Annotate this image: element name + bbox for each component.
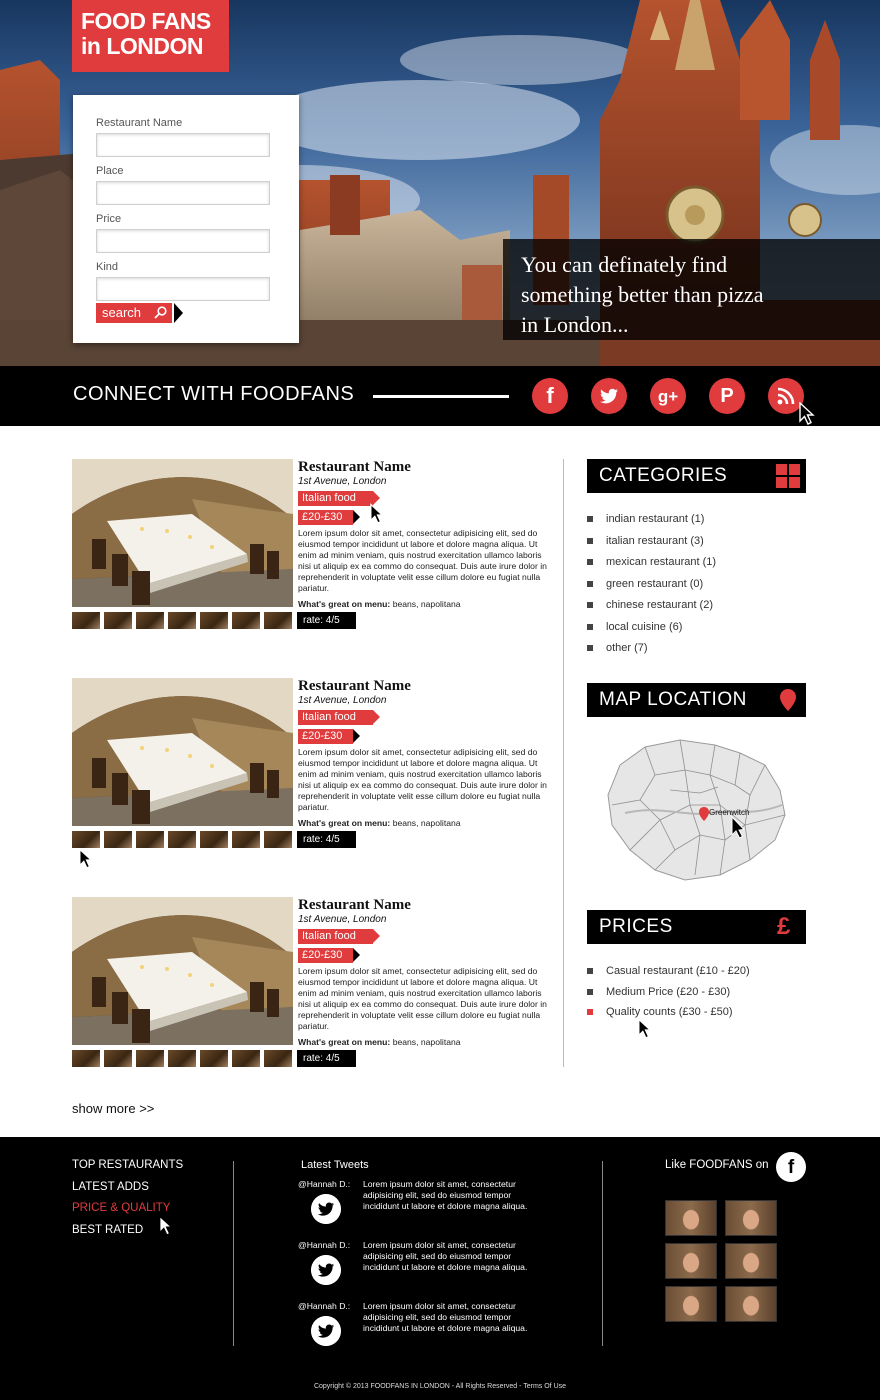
menu-highlights-value: beans, napolitana <box>392 1037 461 1047</box>
tweet-handle[interactable]: @Hannah D.: <box>298 1301 351 1311</box>
restaurant-listing <box>72 897 552 1077</box>
rating-badge: rate: 4/5 <box>297 831 356 848</box>
tweet-handle[interactable]: @Hannah D.: <box>298 1240 351 1250</box>
search-form <box>73 95 299 343</box>
tweet-text: Lorem ipsum dolor sit amet, consectetur adipisicing elit, sed do eiusmod tempor incididunt ut labore et dolore magna aliqua. <box>363 1240 528 1272</box>
hero-quote-line1: You can definately find <box>521 252 728 277</box>
category-item[interactable] <box>587 513 716 535</box>
restaurant-photo[interactable] <box>72 678 293 826</box>
mouse-cursor-icon <box>79 848 93 872</box>
gallery-thumbnail[interactable] <box>200 831 228 848</box>
price-tag-label: £20-£30 <box>302 949 343 961</box>
logo-line2: in LONDON <box>81 33 203 59</box>
hero-quote-line3: in London... <box>521 312 629 337</box>
category-label: mexican restaurant (1) <box>606 556 717 568</box>
map-pin-icon <box>780 689 796 711</box>
show-more-link[interactable]: show more >> <box>72 1101 155 1116</box>
twitter-icon[interactable] <box>591 378 627 414</box>
gallery-thumbnail[interactable] <box>168 1050 196 1067</box>
kind-input[interactable] <box>96 277 270 301</box>
map-pin-label: Greenwitch <box>709 808 750 817</box>
menu-highlights-label: What's great on menu: <box>298 1037 391 1047</box>
category-item[interactable] <box>587 578 716 600</box>
rating-badge: rate: 4/5 <box>297 612 356 629</box>
place-input[interactable] <box>96 181 270 205</box>
category-label: other (7) <box>606 642 648 654</box>
tag-arrow-icon <box>373 929 380 943</box>
map-header <box>587 683 806 717</box>
hero-banner <box>0 0 880 366</box>
price-range-item[interactable] <box>587 965 750 986</box>
london-map[interactable] <box>600 735 790 885</box>
gallery-thumbnail[interactable] <box>136 831 164 848</box>
footer <box>0 1137 880 1400</box>
search-arrow-icon <box>174 303 183 323</box>
restaurant-name-label: Restaurant Name <box>96 117 183 129</box>
connect-divider <box>373 395 509 398</box>
gallery-thumbnail[interactable] <box>72 612 100 629</box>
hero-quote <box>503 239 880 340</box>
logo-line1: FOOD FANS <box>81 8 211 34</box>
pinterest-glyph: P <box>720 385 734 407</box>
categories-header <box>587 459 806 493</box>
price-tag[interactable] <box>298 729 353 744</box>
gallery-thumbnail[interactable] <box>232 612 260 629</box>
restaurant-description: Lorem ipsum dolor sit amet, consectetur adipisicing elit, sed do eiusmod tempor incididunt ut labore et dolore magna aliqua. Ut enim ad minim veniam, quis nostrud exercitation ullamco laboris nisi ut aliquip ex ea commo do consequat. Duis aute irure dolor in reprehenderit in voluptate velit esse cillum dolore eu fugiat nulla pariatur. <box>298 747 547 813</box>
column-divider <box>563 459 564 1067</box>
prices-title: PRICES <box>599 916 673 937</box>
kind-tag-label: Italian food <box>302 711 356 723</box>
price-input[interactable] <box>96 229 270 253</box>
gallery-thumbnail[interactable] <box>168 612 196 629</box>
tweet-item <box>298 1240 548 1300</box>
twitter-icon[interactable] <box>311 1194 341 1224</box>
kind-tag-label: Italian food <box>302 492 356 504</box>
search-icon <box>154 306 167 319</box>
fan-avatar[interactable] <box>665 1200 717 1236</box>
bullet-icon <box>587 1009 593 1015</box>
menu-highlights-value: beans, napolitana <box>392 599 461 609</box>
kind-tag[interactable] <box>298 710 373 725</box>
category-label: indian restaurant (1) <box>606 513 705 525</box>
rating-badge: rate: 4/5 <box>297 1050 356 1067</box>
gallery-thumbnail[interactable] <box>104 612 132 629</box>
footer-nav-link[interactable]: BEST RATED <box>72 1223 144 1236</box>
gallery-thumbnail[interactable] <box>136 612 164 629</box>
gallery-thumbnail[interactable] <box>136 1050 164 1067</box>
menu-highlights-value: beans, napolitana <box>392 818 461 828</box>
restaurant-listing <box>72 459 552 639</box>
category-item[interactable] <box>587 621 716 643</box>
footer-divider <box>602 1161 603 1346</box>
footer-divider <box>233 1161 234 1346</box>
mouse-cursor-icon <box>370 503 384 527</box>
price-tag-label: £20-£30 <box>302 730 343 742</box>
twitter-icon[interactable] <box>311 1316 341 1346</box>
bullet-icon <box>587 989 593 995</box>
restaurant-name[interactable]: Restaurant Name <box>298 897 411 913</box>
bullet-icon <box>587 624 593 630</box>
gallery-thumbnail[interactable] <box>264 1050 292 1067</box>
bullet-icon <box>587 538 593 544</box>
tweet-text: Lorem ipsum dolor sit amet, consectetur adipisicing elit, sed do eiusmod tempor incididunt ut labore et dolore magna aliqua. <box>363 1179 528 1211</box>
menu-highlights <box>298 818 461 828</box>
restaurant-photo[interactable] <box>72 897 293 1045</box>
footer-nav-link[interactable]: PRICE & QUALITY <box>72 1202 171 1214</box>
category-item[interactable] <box>587 556 716 578</box>
price-range-label: Quality counts (£30 - £50) <box>606 1006 733 1018</box>
gallery-thumbnail[interactable] <box>232 831 260 848</box>
gallery-thumbnail[interactable] <box>72 831 100 848</box>
facebook-icon[interactable] <box>776 1152 806 1182</box>
twitter-icon[interactable] <box>311 1255 341 1285</box>
like-text: Like FOODFANS on <box>665 1159 769 1171</box>
gallery-thumbnail[interactable] <box>104 1050 132 1067</box>
place-label: Place <box>96 165 124 177</box>
gallery-thumbnail[interactable] <box>264 831 292 848</box>
pound-icon: £ <box>777 913 791 940</box>
hero-quote-line2: something better than pizza <box>521 282 764 307</box>
site-logo[interactable] <box>72 0 229 72</box>
gallery-thumbnail[interactable] <box>72 1050 100 1067</box>
tweet-handle[interactable]: @Hannah D.: <box>298 1179 351 1189</box>
search-button[interactable] <box>96 303 172 323</box>
restaurant-address: 1st Avenue, London <box>298 695 387 706</box>
menu-highlights <box>298 599 461 609</box>
bullet-icon <box>587 645 593 651</box>
category-label: italian restaurant (3) <box>606 534 704 547</box>
gallery-thumbnail[interactable] <box>168 831 196 848</box>
mouse-cursor-icon <box>159 1215 173 1239</box>
bullet-icon <box>587 968 593 974</box>
category-item[interactable] <box>587 642 716 664</box>
gallery-thumbnail[interactable] <box>264 612 292 629</box>
search-button-label: search <box>102 305 142 320</box>
price-range-item[interactable] <box>587 1006 750 1027</box>
categories-list <box>587 513 716 664</box>
menu-highlights <box>298 1037 461 1047</box>
footer-nav-link[interactable]: TOP RESTAURANTS <box>72 1159 184 1171</box>
categories-title: CATEGORIES <box>599 465 728 486</box>
restaurant-address: 1st Avenue, London <box>298 914 387 925</box>
tag-arrow-icon <box>353 729 360 743</box>
mouse-cursor-icon <box>799 402 815 428</box>
bullet-icon <box>587 581 593 587</box>
gallery-thumbnail[interactable] <box>200 1050 228 1067</box>
category-label: local cuisine (6) <box>606 620 683 633</box>
connect-title: CONNECT WITH FOODFANS <box>73 383 355 405</box>
category-item[interactable] <box>587 599 716 621</box>
kind-tag-label: Italian food <box>302 930 356 942</box>
google-plus-glyph: g+ <box>657 387 679 406</box>
tag-arrow-icon <box>373 710 380 724</box>
mouse-cursor-icon <box>638 1018 652 1042</box>
prices-list <box>587 965 750 1027</box>
category-item[interactable] <box>587 535 716 557</box>
tag-arrow-icon <box>353 948 360 962</box>
kind-label: Kind <box>96 261 119 273</box>
fan-avatar[interactable] <box>665 1286 717 1322</box>
footer-nav-link[interactable]: LATEST ADDS <box>72 1180 149 1193</box>
restaurant-name-input[interactable] <box>96 133 270 157</box>
price-range-label: Medium Price (£20 - £30) <box>606 985 731 998</box>
map-title: MAP LOCATION <box>599 689 747 710</box>
category-label: green restaurant (0) <box>606 577 704 590</box>
menu-highlights-label: What's great on menu: <box>298 818 391 828</box>
tweet-item <box>298 1179 548 1239</box>
kind-tag[interactable] <box>298 929 373 944</box>
bullet-icon <box>587 559 593 565</box>
price-tag[interactable] <box>298 510 353 525</box>
restaurant-address: 1st Avenue, London <box>298 476 387 487</box>
gallery-thumbnail[interactable] <box>200 612 228 629</box>
rss-feed-icon <box>776 386 796 406</box>
restaurant-description: Lorem ipsum dolor sit amet, consectetur adipisicing elit, sed do eiusmod tempor incididunt ut labore et dolore magna aliqua. Ut enim ad minim veniam, quis nostrud exercitation ullamco laboris nisi ut aliquip ex ea commo do consequat. Duis aute irure dolor in reprehenderit in voluptate velit esse cillum dolore eu fugiat nulla pariatur. <box>298 528 547 594</box>
kind-tag[interactable] <box>298 491 373 506</box>
facebook-icon[interactable] <box>532 378 568 414</box>
category-label: chinese restaurant (2) <box>606 599 713 611</box>
restaurant-name[interactable]: Restaurant Name <box>298 459 411 475</box>
grid-icon <box>776 464 800 488</box>
copyright-text: Copyright © 2013 FOODFANS IN LONDON - All Rights Reserved - Terms Of Use <box>313 1383 567 1390</box>
restaurant-name[interactable]: Restaurant Name <box>298 678 411 694</box>
restaurant-photo[interactable] <box>72 459 293 607</box>
bullet-icon <box>587 516 593 522</box>
pinterest-icon[interactable] <box>709 378 745 414</box>
gallery-thumbnail[interactable] <box>232 1050 260 1067</box>
price-label: Price <box>96 213 122 225</box>
footer-facebook-glyph: f <box>787 1157 795 1178</box>
price-range-label: Casual restaurant (£10 - £20) <box>606 965 750 977</box>
fan-avatar[interactable] <box>725 1200 777 1236</box>
menu-highlights-label: What's great on menu: <box>298 599 391 609</box>
tweets-title: Latest Tweets <box>301 1159 369 1171</box>
twitter-bird-icon <box>599 386 619 406</box>
tweet-text: Lorem ipsum dolor sit amet, consectetur adipisicing elit, sed do eiusmod tempor incididunt ut labore et dolore magna aliqua. <box>363 1301 528 1333</box>
restaurant-listing <box>72 678 552 858</box>
restaurant-description: Lorem ipsum dolor sit amet, consectetur adipisicing elit, sed do eiusmod tempor incididunt ut labore et dolore magna aliqua. Ut enim ad minim veniam, quis nostrud exercitation ullamco laboris nisi ut aliquip ex ea commo do consequat. Duis aute irure dolor in reprehenderit in voluptate velit esse cillum dolore eu fugiat nulla pariatur. <box>298 966 547 1032</box>
price-tag-label: £20-£30 <box>302 511 343 523</box>
fan-avatar[interactable] <box>665 1243 717 1279</box>
tag-arrow-icon <box>353 510 360 524</box>
gallery-thumbnail[interactable] <box>104 831 132 848</box>
facebook-glyph: f <box>546 383 554 408</box>
tweet-item <box>298 1301 548 1361</box>
prices-header <box>587 910 806 944</box>
bullet-icon <box>587 602 593 608</box>
connect-bar <box>0 366 880 426</box>
price-range-item[interactable] <box>587 986 750 1007</box>
google-plus-icon[interactable] <box>650 378 686 414</box>
fan-avatar[interactable] <box>725 1286 777 1322</box>
fan-avatar[interactable] <box>725 1243 777 1279</box>
price-tag[interactable] <box>298 948 353 963</box>
